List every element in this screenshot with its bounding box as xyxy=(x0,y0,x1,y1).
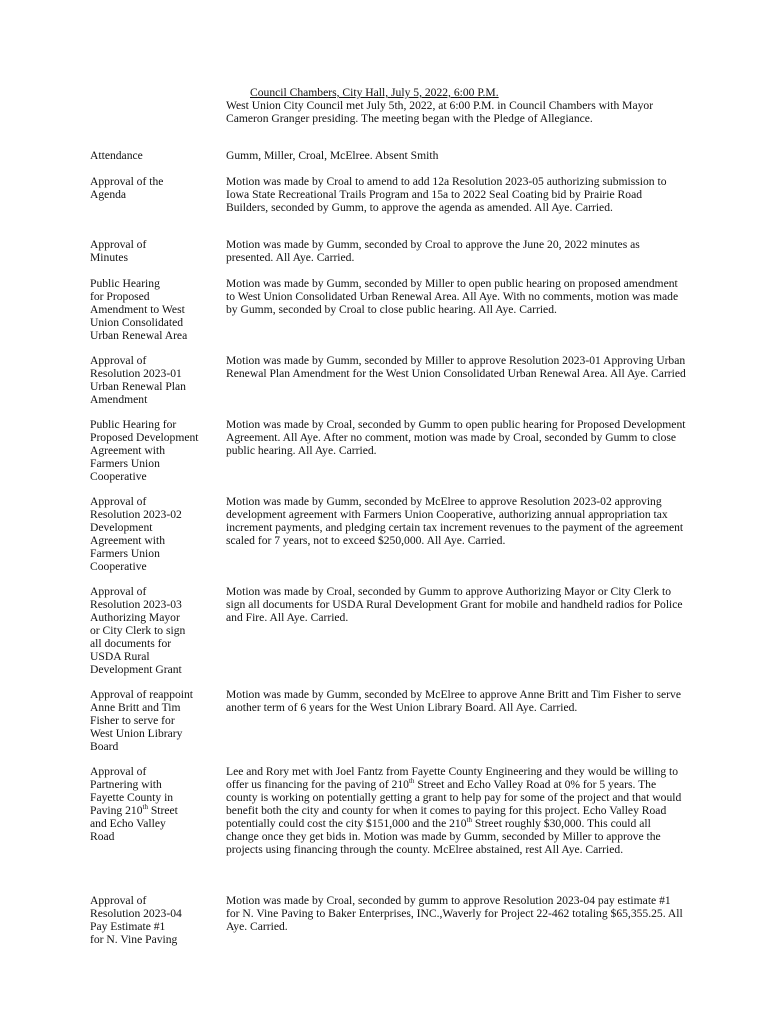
label-part: Approval of Partnering with Fayette County in Paving 210 xyxy=(90,765,174,817)
item-label: Approval of Resolution 2023-01 Urban Renewal Plan Amendment xyxy=(90,354,186,406)
meeting-intro: West Union City Council met July 5th, 2022, at 6:00 P.M. in Council Chambers with Mayor Cameron Granger presiding. The meeting began with the Pledge of Allegiance. xyxy=(226,99,654,125)
item-label: Public Hearing for Proposed Development Agreement with Farmers Union Cooperative xyxy=(90,418,199,483)
item-text xyxy=(226,765,686,856)
item-text: Motion was made by Gumm, seconded by Miller to approve Resolution 2023-01 Approving Urban Renewal Plan Amendment for the West Union Consolidated Urban Renewal Area. All Aye. Carried xyxy=(226,354,686,380)
label-part: Street and Echo Valley Road xyxy=(90,804,178,843)
item-label: Attendance xyxy=(90,149,143,162)
item-label: Approval of Resolution 2023-03 Authorizing Mayor or City Clerk to sign all documents for USDA Rural Development Grant xyxy=(90,585,186,676)
item-text: Motion was made by Croal, seconded by Gumm to open public hearing for Proposed Development Agreement. All Aye. After no comment, motion was made by Croal, seconded by Gumm to close public hearing. All Aye. Carried. xyxy=(226,418,686,457)
text-part: Street and Echo Valley Road at 0% for 5 years. The county is working on potentially getting a grant to help pay for some of the project and that would benefit both the city and county for when it comes to paying for this project. Echo Valley Road potentially could cost the city $151,000 and the 210 xyxy=(226,778,682,830)
item-text: Motion was made by Gumm, seconded by Miller to open public hearing on proposed amendment to West Union Consolidated Urban Renewal Area. All Aye. With no comments, motion was made by Gumm, seconded by Croal to close public hearing. All Aye. Carried. xyxy=(226,277,679,316)
item-text: Motion was made by Gumm, seconded by McElree to approve Resolution 2023-02 approving development agreement with Farmers Union Cooperative, authorizing annual appropriation tax increment payments, and pledging certain tax increment revenues to the payment of the agreement scaled for 7 years, not to exceed $250,000. All Aye. Carried. xyxy=(226,495,684,547)
item-label: Public Hearing for Proposed Amendment to West Union Consolidated Urban Renewal Area xyxy=(90,277,188,342)
text-part: Lee and Rory met with Joel Fantz from Fayette County Engineering and they would be willing to offer us financing for the paving of 210 xyxy=(226,765,679,791)
item-text: Motion was made by Croal, seconded by Gumm to approve Authorizing Mayor or City Clerk to sign all documents for USDA Rural Development Grant for mobile and handheld radios for Police and Fire. All Aye. Carried. xyxy=(226,585,683,624)
item-text: Motion was made by Gumm, seconded by McElree to approve Anne Britt and Tim Fisher to serve another term of 6 years for the West Union Library Board. All Aye. Carried. xyxy=(226,688,681,714)
ordinal-suffix: th xyxy=(466,816,472,825)
meeting-title: Council Chambers, City Hall, July 5, 2022, 6:00 P.M. xyxy=(250,86,499,99)
item-label: Approval of Resolution 2023-02 Development Agreement with Farmers Union Cooperative xyxy=(90,495,182,573)
item-text: Motion was made by Croal, seconded by gumm to approve Resolution 2023-04 pay estimate #1 for N. Vine Paving to Baker Enterprises, INC.,Waverly for Project 22-462 totaling $65,355.25. All Aye. Carried. xyxy=(226,894,683,933)
item-label: Approval of Resolution 2023-04 Pay Estimate #1 for N. Vine Paving xyxy=(90,894,182,946)
item-label: Approval of reappoint Anne Britt and Tim Fisher to serve for West Union Library Board xyxy=(90,688,194,753)
item-text: Motion was made by Gumm, seconded by Croal to approve the June 20, 2022 minutes as presented. All Aye. Carried. xyxy=(226,238,640,264)
text-part: Street roughly $30,000. This could all change once they get bids in. Motion was made by Gumm, seconded by Miller to approve the projects using financing through the county. McElree abstained, rest All Aye. Carried. xyxy=(226,817,661,856)
item-text: Motion was made by Croal to amend to add 12a Resolution 2023-05 authorizing submission to Iowa State Recreational Trails Program and 15a to 2022 Seal Coating bid by Prairie Road Builders, seconded by Gumm, to approve the agenda as amended. All Aye. Carried. xyxy=(226,175,667,214)
item-label: Approval of Minutes xyxy=(90,238,147,264)
item-label xyxy=(90,765,225,843)
item-label: Approval of the Agenda xyxy=(90,175,164,201)
item-text: Gumm, Miller, Croal, McElree. Absent Smith xyxy=(226,149,439,162)
ordinal-suffix: th xyxy=(408,777,415,786)
ordinal-suffix: th xyxy=(142,803,148,812)
minutes-header xyxy=(226,86,686,125)
